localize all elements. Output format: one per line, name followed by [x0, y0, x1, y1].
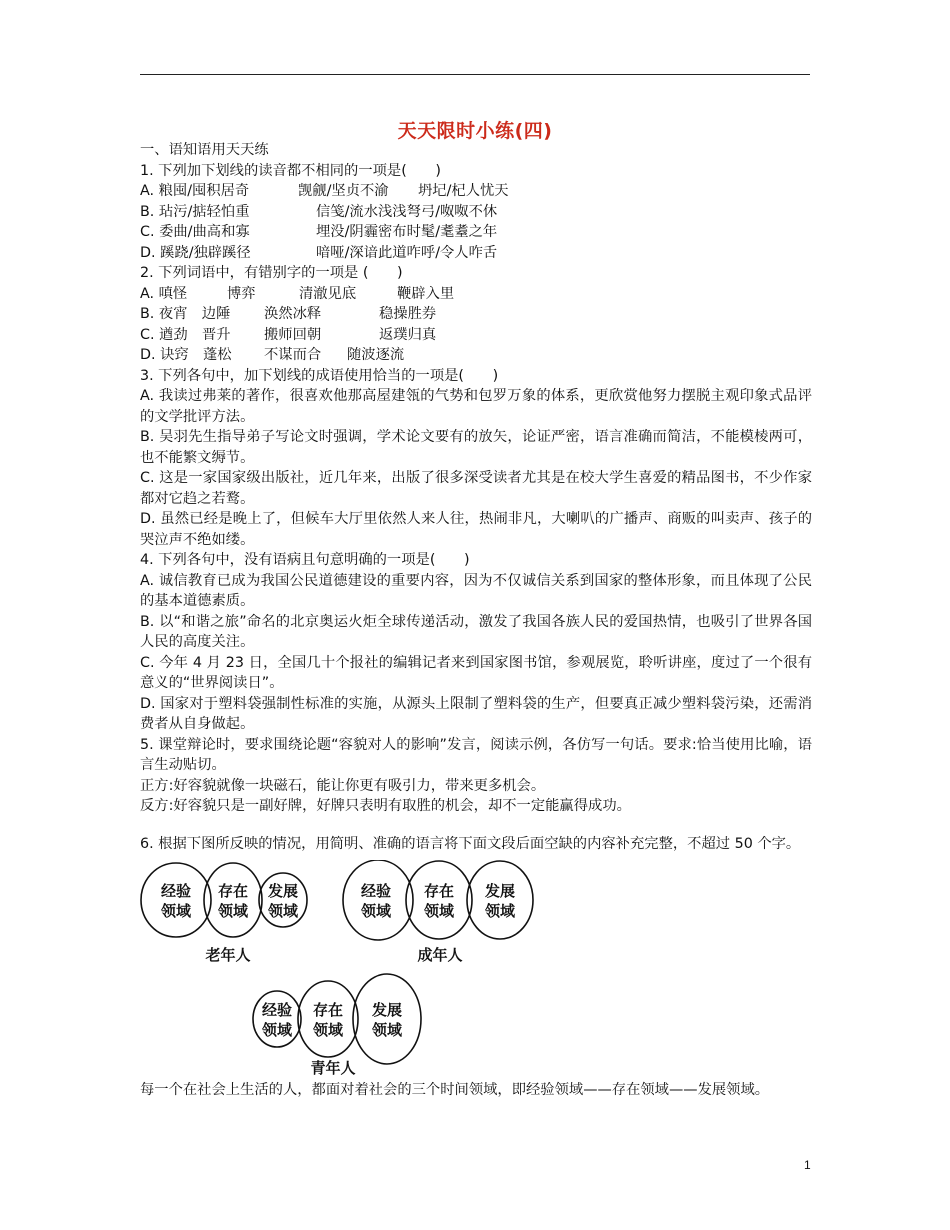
- youth-existence-circle: [298, 981, 358, 1057]
- page-number: 1: [804, 1158, 811, 1172]
- question-5-pro: 正方:好容貌就像一块磁石，能让你更有吸引力，带来更多机会。: [140, 777, 546, 794]
- adult-experience-label-1: 经验: [360, 883, 392, 900]
- document-body: [140, 140, 812, 1101]
- question-2-option-c: C. 遒劲 晋升 搬师回朝 返璞归真: [140, 326, 437, 343]
- question-2-stem: 2. 下列词语中，有错别字的一项是 ( ): [140, 265, 403, 281]
- question-3-option-a: A. 我读过弗莱的著作，很喜欢他那高屋建瓴的气势和包罗万象的体系，更欣赏他努力摆脱主观印象式品评的文学批评方法。: [140, 388, 812, 425]
- question-4-option-b: B. 以“和谐之旅”命名的北京奥运火炬全球传递活动，激发了我国各族人民的爱国热情，也吸引了世界各国人民的高度关注。: [140, 613, 812, 650]
- question-1-option-c: C. 委曲/曲高和寡 埋没/阴霾密布时髦/耄耋之年: [140, 224, 498, 240]
- question-4-option-c: C. 今年 4 月 23 日，全国几十个报社的编辑记者来到国家图书馆，参观展览，聆听讲座，度过了一个很有意义的“世界阅读日”。: [140, 654, 812, 691]
- adult-existence-label-2: 领域: [423, 903, 455, 920]
- question-5-con: 反方:好容貌只是一副好牌，好牌只表明有取胜的机会，却不一定能赢得成功。: [140, 798, 631, 814]
- elderly-existence-label-2: 领域: [217, 903, 249, 920]
- elderly-experience-label-2: 领域: [160, 903, 192, 920]
- question-1-stem: 1. 下列加下划线的读音都不相同的一项是( ): [140, 162, 441, 179]
- section-heading: 一、语知语用天天练: [140, 142, 269, 158]
- elderly-experience-label-1: 经验: [160, 883, 192, 900]
- page-title: 天天限时小练(四): [397, 120, 553, 142]
- elderly-development-label-2: 领域: [267, 903, 299, 920]
- adult-development-label-2: 领域: [484, 903, 516, 920]
- youth-existence-label-1: 存在: [312, 1002, 344, 1019]
- adult-experience-circle: [343, 860, 413, 940]
- question-1-option-b: B. 玷污/掂轻怕重 信笺/流水浅浅弩弓/呶呶不休: [140, 203, 498, 220]
- elderly-existence-label-1: 存在: [217, 883, 249, 900]
- adult-existence-label-1: 存在: [423, 883, 455, 900]
- question-1-option-d: D. 蹊跷/独辟蹊径 喑哑/深谙此道咋呼/令人咋舌: [140, 244, 498, 261]
- question-3-option-c: C. 这是一家国家级出版社，近几年来，出版了很多深受读者尤其是在校大学生喜爱的精品图书，不少作家都对它趋之若鹜。: [140, 470, 812, 507]
- question-2-option-b: B. 夜宵 边陲 涣然冰释 稳操胜券: [140, 306, 437, 322]
- adult-development-label-1: 发展: [484, 883, 516, 900]
- youth-development-label-1: 发展: [371, 1002, 403, 1019]
- question-2-option-a: A. 嗔怪 博弈 清澈见底 鞭辟入里: [140, 285, 455, 302]
- elderly-existence-circle: [204, 863, 262, 937]
- elderly-development-label-1: 发展: [267, 883, 299, 900]
- question-4-option-a: A. 诚信教育已成为我国公民道德建设的重要内容，因为不仅诚信关系到国家的整体形象，而且体现了公民的基本道德素质。: [140, 572, 812, 609]
- youth-existence-label-2: 领域: [312, 1022, 344, 1039]
- youth-experience-label-1: 经验: [261, 1002, 293, 1019]
- youth-development-circle: [353, 974, 421, 1064]
- elderly-experience-circle: [141, 863, 211, 937]
- question-6-passage: 每一个在社会上生活的人，都面对着社会的三个时间领域，即经验领域——存在领域——发展领域。: [140, 1082, 770, 1098]
- youth-caption: 青年人: [310, 1060, 356, 1077]
- question-5-stem: 5. 课堂辩论时，要求围绕论题“容貌对人的影响”发言，阅读示例，各仿写一句话。要求:恰当使用比喻，语言生动贴切。: [140, 736, 812, 773]
- question-3-stem: 3. 下列各句中，加下划线的成语使用恰当的一项是( ): [140, 367, 499, 384]
- youth-development-label-2: 领域: [371, 1022, 403, 1039]
- question-2-option-d: D. 诀窍 蓬松 不谋而合 随波逐流: [140, 347, 405, 363]
- venn-diagrams: [140, 860, 812, 1080]
- question-3-option-b: B. 吴羽先生指导弟子写论文时强调，学术论文要有的放矢，论证严密，语言准确而简洁，不能模棱两可，也不能繁文缛节。: [140, 429, 812, 466]
- adult-caption: 成年人: [417, 947, 463, 964]
- question-1-option-a: A. 粮囤/囤积居奇 觊觎/坚贞不渝 坍圮/杞人忧天: [140, 183, 509, 199]
- question-4-option-d: D. 国家对于塑料袋强制性标准的实施，从源头上限制了塑料袋的生产，但要真正减少塑料袋污染，还需消费者从自身做起。: [140, 695, 812, 732]
- youth-experience-label-2: 领域: [261, 1022, 293, 1039]
- adult-development-circle: [467, 861, 533, 939]
- adult-existence-circle: [406, 861, 472, 939]
- question-3-option-d: D. 虽然已经是晚上了，但候车大厅里依然人来人往，热闹非凡，大喇叭的广播声、商贩的叫卖声、孩子的哭泣声不绝如缕。: [140, 511, 812, 548]
- header-rule: [140, 74, 810, 75]
- question-6-stem: 6. 根据下图所反映的情况，用简明、准确的语言将下面文段后面空缺的内容补充完整，不超过 50 个字。: [140, 835, 801, 852]
- question-4-stem: 4. 下列各句中，没有语病且句意明确的一项是( ): [140, 552, 470, 568]
- elderly-caption: 老年人: [205, 947, 251, 964]
- time-domain-diagrams: [140, 860, 812, 1080]
- adult-experience-label-2: 领域: [360, 903, 392, 920]
